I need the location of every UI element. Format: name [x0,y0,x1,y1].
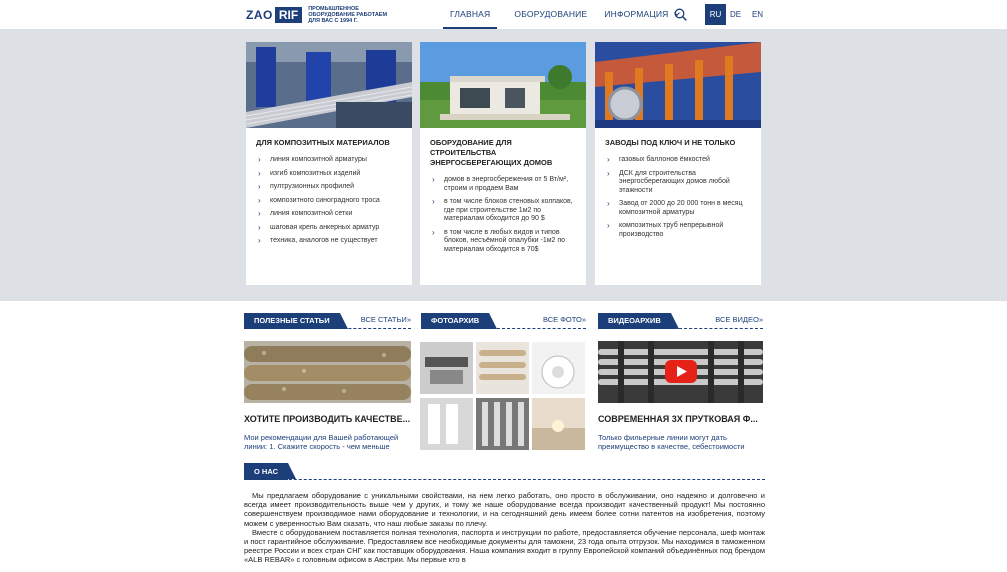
videos-header [598,313,763,329]
videos-tab: ВИДЕОАРХИВ [598,313,671,329]
photos-tab: ФОТОАРХИВ [421,313,489,329]
card-building-image [420,42,586,128]
list-item[interactable]: › шаговая крепь анкерных арматур [258,224,402,233]
nav-info[interactable] [604,0,678,29]
article-excerpt: Мои рекомендации для Вашей работающей линии: 1. Скажите скорость - чем меньше [244,434,399,451]
all-photos-link[interactable]: ВСЕ ФОТО» [542,315,586,324]
lang-en[interactable]: EN [751,10,764,19]
card-turnkey[interactable] [595,42,761,285]
articles-header [244,313,411,329]
card-turnkey-image [595,42,761,128]
video-title[interactable]: СОВРЕМЕННАЯ 3Х ПРУТКОВАЯ Ф... [598,414,758,424]
photo-thumb[interactable] [476,342,529,394]
list-item[interactable]: › ДСК для строительства энергосберегающих домов любой этажности [607,170,751,196]
youtube-play-icon[interactable] [665,360,697,383]
logo-zao: ZAO [246,8,273,22]
logo-tagline: ПРОМЫШЛЕННОЕ ОБОРУДОВАНИЕ РАБОТАЕМ ДЛЯ ВАС С 1994 Г. [308,6,388,24]
list-item[interactable]: › композитных труб непрерывной производство [607,222,751,239]
list-item[interactable]: › изгиб композитных изделий [258,170,402,179]
article-image[interactable] [244,341,411,403]
card-composite-image [246,42,412,128]
card-turnkey-list [595,148,761,239]
list-item[interactable]: › техника, аналогов не существует [258,237,402,246]
card-composite-list [246,148,412,246]
logo-rif: RIF [275,7,302,23]
card-building[interactable] [420,42,586,285]
video-excerpt: Только фильерные линии могут дать преимущество в качестве, себестоимости [598,434,745,451]
about-tab: О НАС [244,463,288,480]
list-item[interactable]: › в том числе блоков стеновых колпаков, где при строительстве 1м2 по материалам обходится до 90 $ [432,198,576,224]
card-composite[interactable] [246,42,412,285]
list-item[interactable]: › композитного синоградного троса [258,197,402,206]
list-item[interactable]: › Завод от 2000 до 20 000 тонн в месяц композитной арматуры [607,200,751,217]
nav-info-label: ИНФОРМАЦИЯ [604,9,669,19]
photo-thumb[interactable] [420,342,473,394]
all-articles-link[interactable]: ВСЕ СТАТЬИ» [360,315,411,324]
card-composite-title: ДЛЯ КОМПОЗИТНЫХ МАТЕРИАЛОВ [256,138,390,147]
main-nav [450,0,696,29]
card-building-title: ОБОРУДОВАНИЕ ДЛЯ СТРОИТЕЛЬСТВА ЭНЕРГОСБЕРЕГАЮЩИХ ДОМОВ [430,138,553,167]
about-text [244,491,765,565]
about-paragraph: Мы предлагаем оборудование с уникальными свойствами, на нем легко работать, оно просто в обслуживании, оно надежно и долговечно и всегда имеет производительность выше чем у других, и тому же наше оборудование всегда производит качественный продукт! Мы постоянно совершенствуем производимое нами оборудование и технологии, и на сегодняшний день имеем более сотни патентов на изобретения, поэтому можем с уверенностью Вам сказать, что наш любые заказы по плечу. [244,491,765,528]
list-item[interactable]: › линия композитной сетки [258,210,402,219]
card-turnkey-title: ЗАВОДЫ ПОД КЛЮЧ И НЕ ТОЛЬКО [605,138,736,147]
photo-thumb[interactable] [476,398,529,450]
list-item[interactable]: › газовых баллонов ёмкостей [607,156,751,165]
site-logo[interactable] [246,7,388,23]
list-item[interactable]: › пултрузионных профилей [258,183,402,192]
list-item[interactable]: › в том числе в любых видов и типов блоков, несъёмной опалубки -1м2 по материалам обходится в 70$ [432,229,576,255]
about-paragraph: Вместе с оборудованием поставляется полная технология, паспорта и инструкции по работе, предоставляется обучение персонала, шеф монтаж и пост гарантийное обслуживание. Предоставляем все необходимые документы для таможни, 23 года опыта отгрузок. Мы находимся в таможенном реестре России и всех стран СНГ как поставщик оборудования. Наша компания входит в группу Европейской компаний объединённых под брендом «ALB REBAR» с головным офисом в Австрии. Мы первые кто в [244,527,765,565]
articles-tab: ПОЛЕЗНЫЕ СТАТЬИ [244,313,340,329]
search-icon[interactable] [674,8,687,21]
nav-equipment[interactable]: ОБОРУДОВАНИЕ [514,9,588,19]
list-item[interactable]: › домов в энергосбережения от 5 Вт/м², строим и продаем Вам [432,176,576,193]
photo-thumb[interactable] [532,342,585,394]
photo-thumb[interactable] [420,398,473,450]
site-header [0,0,1007,29]
nav-home[interactable]: ГЛАВНАЯ [443,0,497,29]
photo-thumb[interactable] [532,398,585,450]
photos-header [421,313,586,329]
card-building-list [420,168,586,254]
about-header [244,463,765,480]
lang-ru[interactable]: RU [705,4,726,25]
video-thumbnail[interactable] [598,341,763,403]
lang-de[interactable]: DE [729,10,742,19]
article-title[interactable]: ХОТИТЕ ПРОИЗВОДИТЬ КАЧЕСТВЕ... [244,414,411,424]
all-videos-link[interactable]: ВСЕ ВИДЕО» [715,315,763,324]
list-item[interactable]: › линия композитной арматуры [258,156,402,165]
